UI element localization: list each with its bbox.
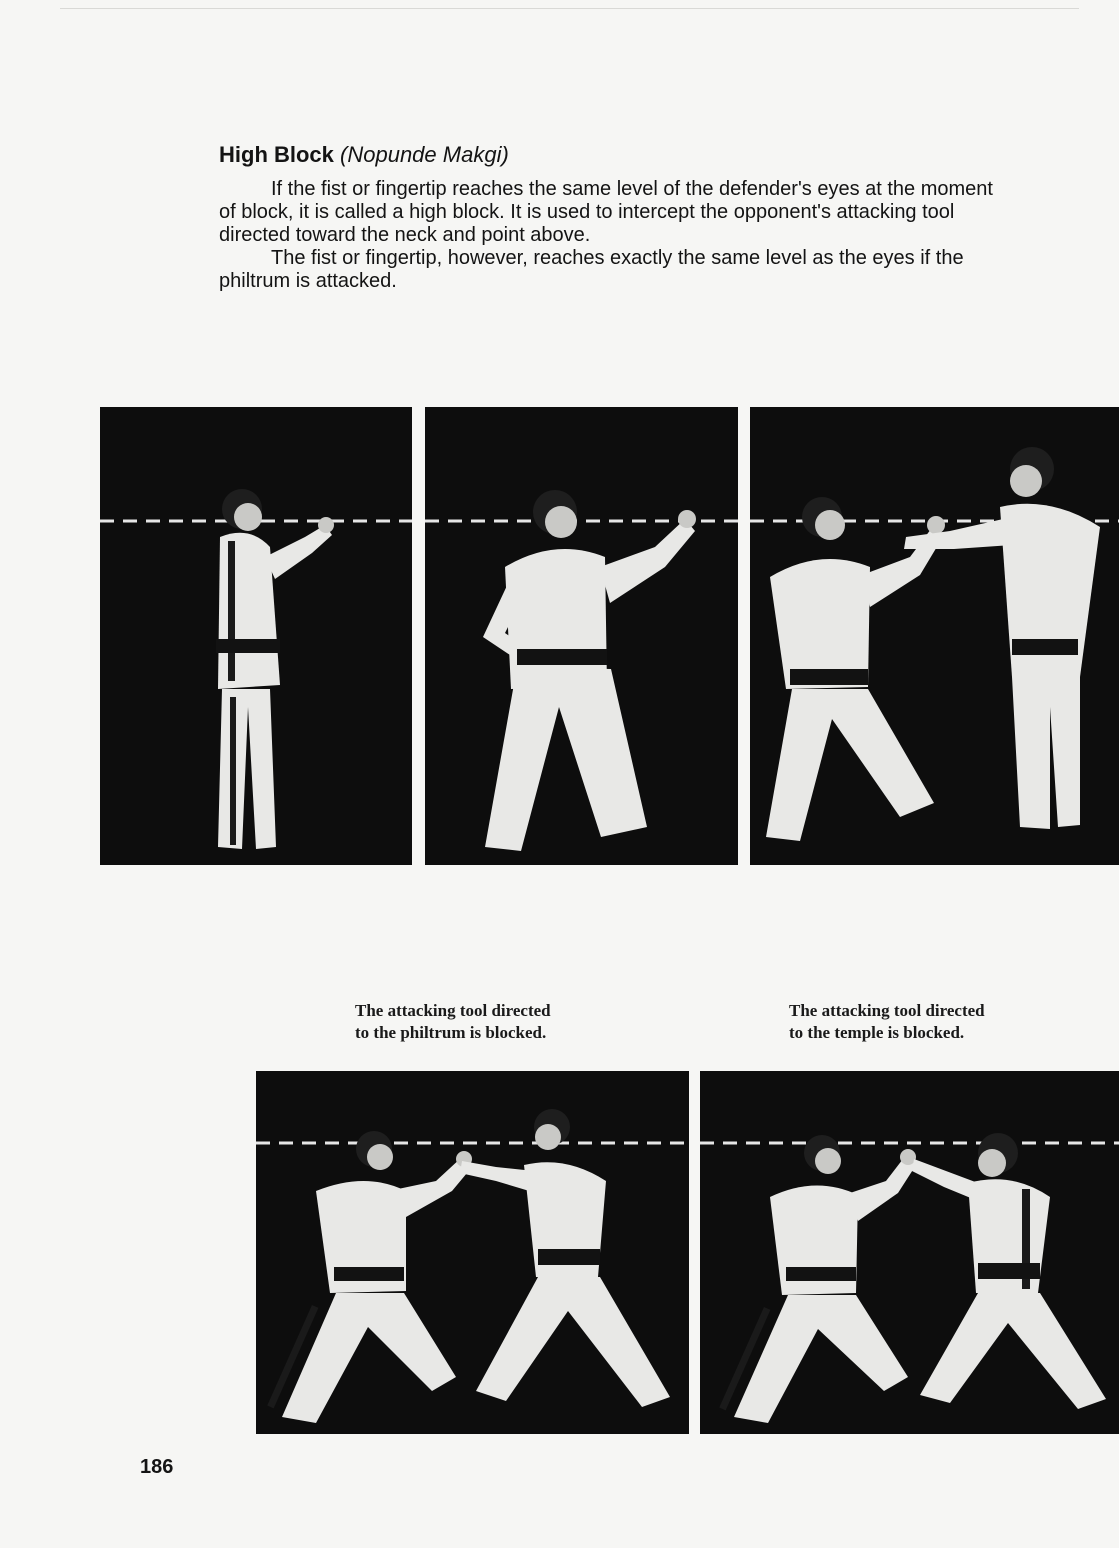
body-text xyxy=(219,178,1001,293)
photo-high-block-side-view xyxy=(100,407,412,865)
heading-native-title: (Nopunde Makgi) xyxy=(340,142,509,167)
caption-temple-block xyxy=(789,1000,1079,1044)
caption-line: to the philtrum is blocked. xyxy=(355,1023,547,1042)
caption-line: The attacking tool directed xyxy=(789,1001,985,1020)
photo-high-block-front-view xyxy=(425,407,738,865)
photo-illustration xyxy=(100,407,412,865)
section-heading xyxy=(219,142,509,168)
scan-edge-line xyxy=(60,8,1079,9)
caption-line: The attacking tool directed xyxy=(355,1001,551,1020)
caption-philtrum-block xyxy=(355,1000,645,1044)
caption-line: to the temple is blocked. xyxy=(789,1023,965,1042)
photo-illustration xyxy=(700,1071,1119,1434)
photo-philtrum-block xyxy=(256,1071,689,1434)
paragraph-1: If the fist or fingertip reaches the same level of the defender's eyes at the moment of block, it is called a high block. It is used to intercept the opponent's attacking tool directed toward the neck and point above. xyxy=(219,178,993,246)
heading-title: High Block xyxy=(219,142,334,167)
photo-illustration xyxy=(256,1071,689,1434)
paragraph-2: The fist or fingertip, however, reaches exactly the same level as the eyes if the philtrum is attacked. xyxy=(219,247,964,292)
photo-high-block-with-partner xyxy=(750,407,1119,865)
photo-illustration xyxy=(425,407,738,865)
photo-temple-block xyxy=(700,1071,1119,1434)
photo-illustration xyxy=(750,407,1119,865)
page-number: 186 xyxy=(140,1456,174,1478)
